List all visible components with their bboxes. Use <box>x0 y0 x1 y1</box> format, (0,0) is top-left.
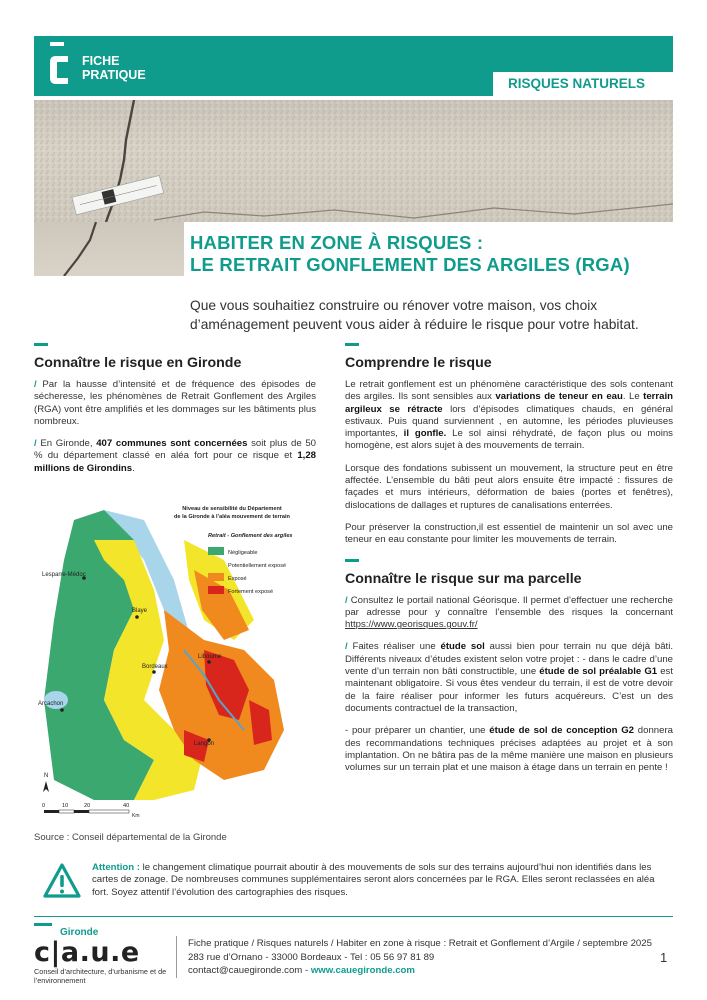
gironde-map <box>34 500 316 830</box>
paragraph-preserver: Pour préserver la construction,il est essentiel de maintenir un sol avec une teneur en eau constante pour limiter les mouvements de terrain. <box>345 521 673 546</box>
footer-email[interactable]: contact@cauegironde.com <box>188 965 303 976</box>
scale-tick: 40 <box>123 803 130 809</box>
caue-logo-text: c|a.u.e <box>34 937 140 968</box>
attention-text: Attention : le changement climatique pourrait aboutir à des mouvements de sols sur des terrains aujourd’hui non identifiés dans les cartes de zonage. De nombreuses communes supplémentaires seront alors concernées par le RGA. Elles seront reclassées en aléa fort. Soyez attentif l’évolution des cartographies des risques. <box>92 862 655 898</box>
legend-swatch <box>208 586 224 594</box>
place-label: Libourne <box>198 654 222 660</box>
header-band <box>34 36 673 96</box>
paragraph-phenomene: Le retrait gonflement est un phénomène caractéristique des sols contenant des argiles. Ils sont sensibles aux variations de teneur en eau. Le terrain argileux se rétracte lors d’épisodes climatiques chauds, en général estivaux. Puis quand surviennent , en automne, les périodes pluvieuses importantes, il gonfle. Le sol ainsi réhydraté, de façon plus ou moins homogène, est alors sujet à des mouvements de terrain. <box>345 379 673 452</box>
category-tab <box>493 72 673 96</box>
scale-tick: 20 <box>84 803 91 809</box>
legend-swatch <box>208 560 224 568</box>
footer-gironde: Gironde <box>60 927 99 938</box>
legend-label: Exposé <box>228 576 247 582</box>
scale-tick: 0 <box>42 803 46 809</box>
map-source: Source : Conseil départemental de la Gironde <box>34 832 227 843</box>
caue-subtitle: Conseil d’architecture, d’urbanisme et de l’environnement <box>34 967 167 985</box>
georisques-link[interactable]: https://www.georisques.gouv.fr/ <box>345 619 478 631</box>
footer-info: Fiche pratique / Risques naturels / Habiter en zone à risque : Retrait et Gonflement d’Argile / septembre 2025 283 rue d’Ornano - 33000 Bordeaux - Tel : 05 56 97 81 89 contact@cauegironde.com - www.cauegironde.com <box>188 938 652 976</box>
paragraph-georisque: / Consultez le portail national Géorisque. Il permet d’effectuer une recherche par adresse pour y connaître l’ensemble des risques la concernant https://www.georisques.gouv.fr/ <box>345 594 673 631</box>
risk-map <box>34 500 316 830</box>
warning-icon <box>42 862 82 900</box>
legend-swatch <box>208 573 224 581</box>
north-arrow-icon <box>43 781 49 792</box>
section-bar <box>34 343 48 346</box>
cracked-wall-photo <box>34 100 673 222</box>
footer-bar <box>34 923 52 926</box>
footer-line1: Fiche pratique / Risques naturels / Habiter en zone à risque : Retrait et Gonflement d’Argile / septembre 2025 <box>188 938 652 949</box>
scale-unit: Km <box>132 813 140 819</box>
north-label: N <box>44 773 49 779</box>
paragraph-etude-sol: / Faites réaliser une étude sol aussi bien pour terrain nu que déjà bâti. Différents niveaux d’études existent selon votre projet : - dans le cadre d’une vente d’un terrain non bâti constructible, une étude de sol préalable G1 est maintenant obligatoire. Si vous êtes vendeur du terrain, il est de votre devoir de la faire réaliser pour informer les futurs acquéreurs. C’est un des documents contractuel de la transaction, <box>345 641 674 714</box>
legend-title: Retrait - Gonflement des argiles <box>208 533 293 539</box>
map-title-line2: de la Gironde à l’aléa mouvement de terrain <box>174 514 290 520</box>
right-column <box>345 343 673 784</box>
page-title: HABITER EN ZONE À RISQUES : LE RETRAIT GONFLEMENT DES ARGILES (RGA) <box>190 232 630 275</box>
section-bar <box>345 559 359 562</box>
section-heading-comprendre: Comprendre le risque <box>345 355 492 371</box>
hero-crack <box>34 222 184 276</box>
paragraph-chantier: - pour préparer un chantier, une étude de sol de conception G2 donnera des recommandations techniques précises adaptées au projet et à son implantation. On ne bâtira pas de la même manière une maison en plusieurs volumes sur un terrain plat et une maison à étage dans un terrain en pente ! <box>345 725 674 774</box>
section-bar <box>345 343 359 346</box>
footer-divider <box>34 916 673 917</box>
hero-photo-extension <box>34 222 184 276</box>
intro-text: Que vous souhaitiez construire ou rénover votre maison, vos choix d’aménagement peuvent vous aider à réduire le risque pour votre habitat. <box>190 298 639 332</box>
hero-photo <box>34 100 673 222</box>
footer-address: 283 rue d’Ornano - 33000 Bordeaux - Tel : 05 56 97 81 89 <box>188 951 435 963</box>
left-column <box>34 343 316 485</box>
legend-swatch <box>208 547 224 555</box>
map-title-line1: Niveau de sensibilité du Département <box>182 506 282 512</box>
category-label: RISQUES NATURELS <box>507 76 645 91</box>
place-label: Bordeaux <box>142 664 168 670</box>
fiche-pratique-label: FICHE PRATIQUE <box>82 54 146 82</box>
section-heading-gironde: Connaître le risque en Gironde <box>34 355 242 371</box>
legend-label: Négligeable <box>228 550 258 556</box>
legend-label: Potentiellement exposé <box>228 563 287 569</box>
footer-vertical-divider <box>176 936 177 978</box>
paragraph-secheresse: / Par la hausse d’intensité et de fréquence des épisodes de sécheresse, les phénomènes de Retrait Gonflement des Argiles (RGA) vont être amplifiés et les dommages sur les bâtiments plus nombreux. <box>34 379 316 427</box>
caue-logo-icon <box>46 42 72 86</box>
scale-tick: 10 <box>62 803 69 809</box>
footer-website-link[interactable]: www.cauegironde.com <box>310 965 415 976</box>
place-label: Blaye <box>132 608 148 614</box>
place-label: Langon <box>194 741 215 747</box>
place-label: Arcachon <box>38 701 64 707</box>
attention-box <box>34 858 673 908</box>
legend-label: Fortement exposé <box>228 589 274 595</box>
place-label: Lesparre-Médoc <box>42 572 86 578</box>
paragraph-communes: / En Gironde, 407 communes sont concernées soit plus de 50 % du département classé en aléa fort pour ce risque et 1,28 millions de Girondins. <box>34 438 316 474</box>
page-number: 1 <box>660 950 668 965</box>
section-heading-parcelle: Connaître le risque sur ma parcelle <box>345 570 582 587</box>
paragraph-fondations: Lorsque des fondations subissent un mouvement, la structure peut en être affectée. L’ensemble du bâti peut alors ensuite être impacté : fissures de façades et murs intérieurs, déformation de baies (portes et fenêtres), dislocations de dallages et ruptures de canalisations enterrées. <box>345 462 673 511</box>
